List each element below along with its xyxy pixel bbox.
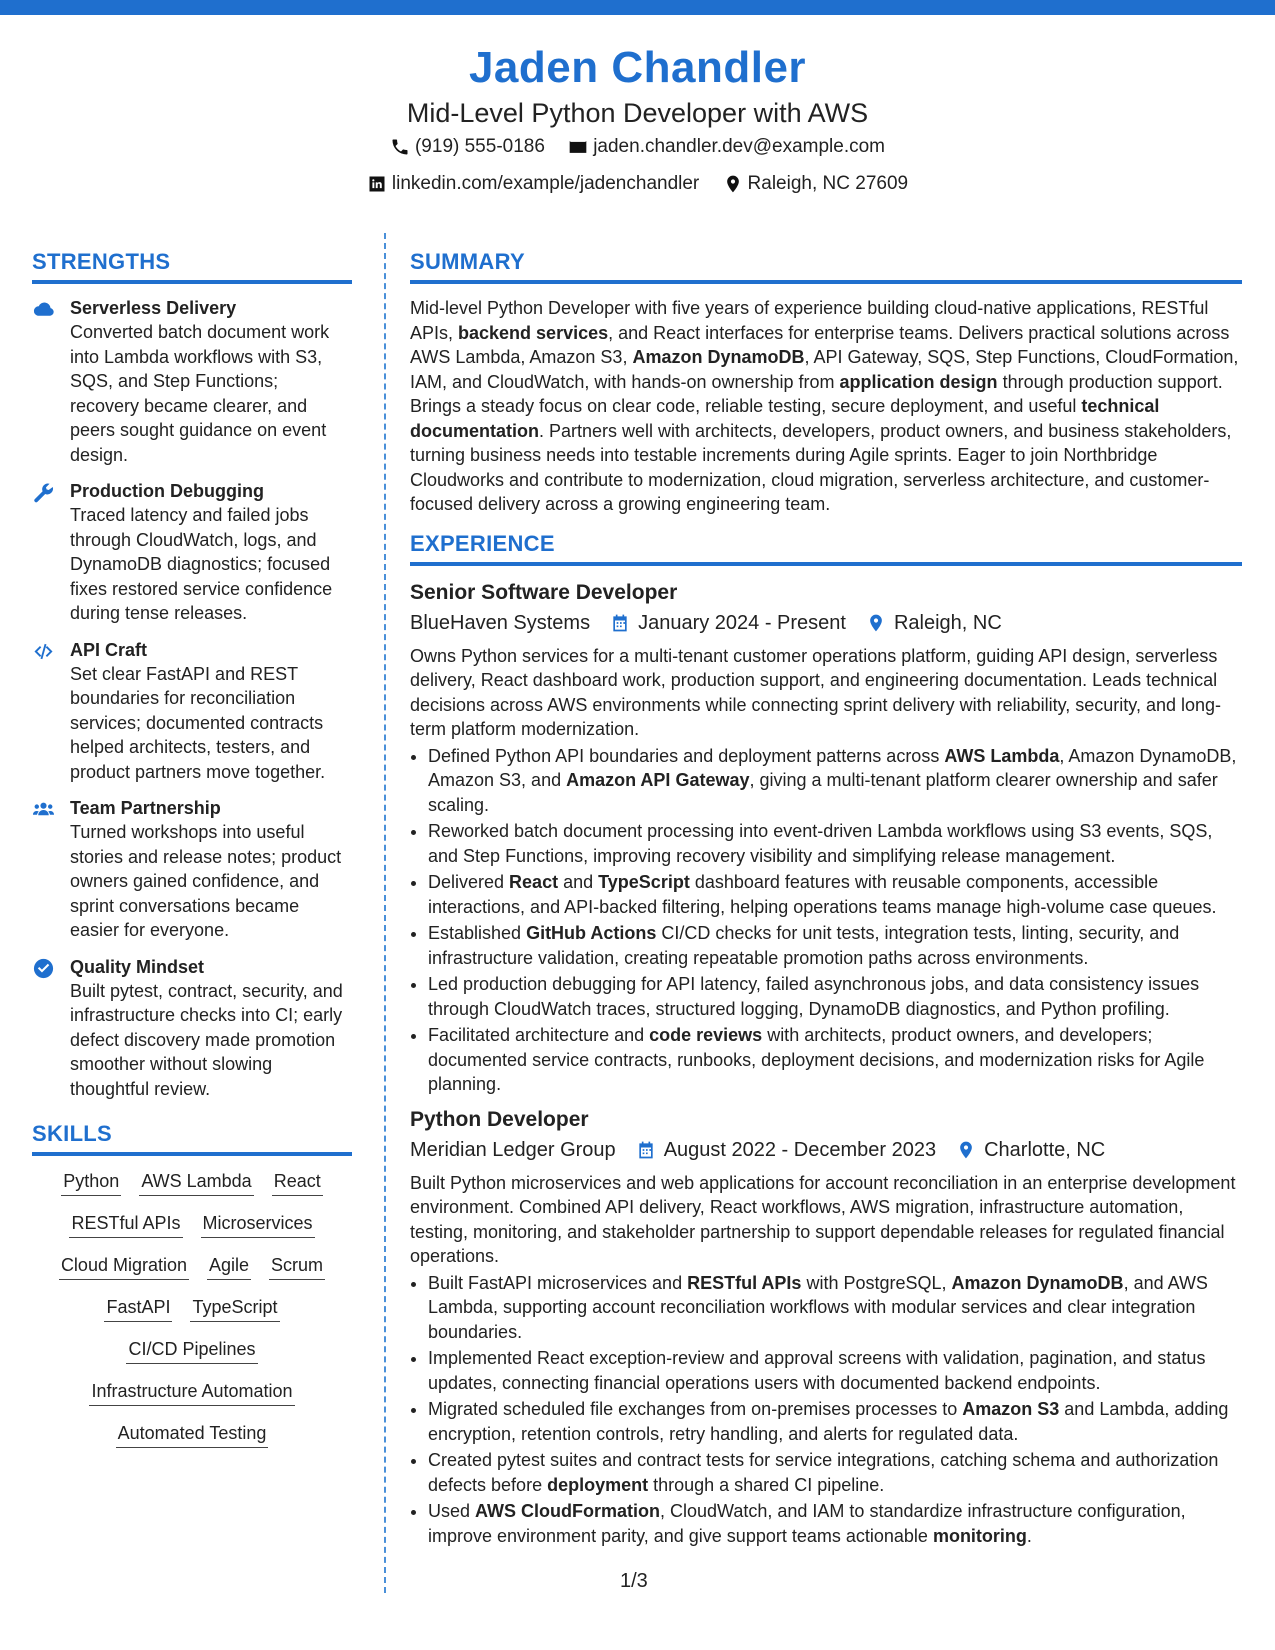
text-run: Defined Python API boundaries and deployment patterns across [428, 745, 945, 766]
skill-row [32, 1294, 352, 1322]
text-run: Built FastAPI microservices and [428, 1272, 688, 1293]
code-icon [32, 640, 55, 663]
strength-desc: Traced latency and failed jobs through CloudWatch, logs, and DynamoDB diagnostics; focused fixes restored service confidence during tense releases. [70, 505, 333, 623]
bold-text: technical documentation [410, 396, 1160, 441]
bold-text: React [509, 872, 559, 892]
skill-row [32, 1378, 352, 1406]
skill-tag: FastAPI [104, 1294, 172, 1322]
skill-tag: CI/CD Pipelines [126, 1336, 257, 1364]
skill-row [32, 1420, 352, 1448]
skill-tag: Microservices [201, 1210, 315, 1238]
bold-text: Amazon DynamoDB [951, 1272, 1124, 1293]
page-number: 1/3 [620, 1570, 648, 1592]
left-column [32, 247, 352, 1462]
text-run: Led production debugging for API latency, failed asynchronous jobs, and data consistency issues through CloudWatch traces, structured logging, DynamoDB diagnostics, and Python profiling. [428, 974, 1200, 1019]
bullet-item [428, 1397, 1242, 1446]
text-run: dashboard features with reusable components, accessible interactions, and API-backed filtering, helping operations teams manage high-volume case queues. [428, 872, 1217, 917]
text-run: , and React interfaces for enterprise teams. Delivers practical solutions across AWS Lambda, Amazon S3, [410, 322, 1230, 367]
bold-text: Amazon API Gateway [566, 770, 750, 790]
bold-text: AWS CloudFormation [475, 1501, 661, 1521]
candidate-name: Jaden Chandler [468, 43, 807, 92]
strength-desc: Built pytest, contract, security, and infrastructure checks into CI; early defect discovery made promotion smoother without slowing thoughtful review. [70, 980, 343, 1099]
skill-tag: AWS Lambda [139, 1168, 253, 1196]
job-dates [636, 1135, 936, 1165]
text-run: , CloudWatch, and IAM to standardize infrastructure configuration, improve environment parity, and give support teams actionable [428, 1501, 1186, 1546]
job-entry [410, 578, 1242, 1097]
location-text: Charlotte, NC [984, 1138, 1106, 1161]
skill-tag: RESTful APIs [69, 1210, 182, 1238]
bold-text: RESTful APIs [687, 1272, 802, 1293]
skill-tag: Scrum [269, 1252, 325, 1280]
experience-list [410, 578, 1242, 1549]
location-contact [723, 169, 909, 199]
text-run: Reworked batch document processing into event-driven Lambda workflows using S3 events, SQS, and Step Functions, improving recovery visibility and simplifying release management. [428, 821, 1213, 866]
text-run: Implemented React exception-review and approval screens with validation, pagination, and status updates, connecting financial operations users with documented backend endpoints. [428, 1348, 1206, 1393]
bold-text: code reviews [649, 1025, 763, 1045]
job-title: Senior Software Developer [410, 580, 678, 604]
job-meta [410, 608, 1242, 638]
strength-item [32, 955, 352, 1102]
email-text: jaden.chandler.dev@example.com [593, 136, 885, 157]
strength-item [32, 296, 352, 467]
text-run: . Partners well with architects, developers, product owners, and business stakeholders, turning business needs into testable increments during Agile sprints. Eager to join Northbridge Cloudworks and contribute to modernization, cloud migration, serverless architecture, and customer-focused delivery across a growing engineering team. [410, 420, 1232, 514]
text-run: , Amazon DynamoDB, Amazon S3, and [428, 745, 1237, 790]
map-pin-icon [866, 613, 886, 633]
bold-text: AWS Lambda [944, 745, 1060, 766]
text-run: Created pytest suites and contract tests for service integrations, catching schema and authorization defects before [428, 1450, 1219, 1495]
location-text: Raleigh, NC [893, 611, 1002, 634]
strength-title: API Craft [70, 639, 148, 660]
calendar-icon [610, 613, 630, 633]
dates-text: August 2022 - December 2023 [663, 1138, 937, 1161]
text-run: , API Gateway, SQS, Step Functions, CloudFormation, IAM, and CloudWatch, with hands-on ownership from [410, 347, 1239, 392]
text-run: through a shared CI pipeline. [648, 1474, 885, 1495]
text-run: with PostgreSQL, [801, 1272, 952, 1293]
bullet-item [428, 819, 1242, 868]
skill-row [32, 1168, 352, 1196]
bold-text: TypeScript [598, 872, 690, 892]
bold-text: Amazon DynamoDB [632, 347, 805, 367]
text-run: Established [428, 923, 527, 943]
text-run: and [558, 872, 599, 892]
top-accent-bar [0, 0, 1275, 15]
strength-title: Production Debugging [70, 481, 264, 501]
text-run: Facilitated architecture and [428, 1025, 650, 1045]
linkedin-icon [367, 174, 387, 194]
wrench-icon [32, 481, 55, 504]
phone-icon [390, 137, 410, 157]
candidate-title: Mid-Level Python Developer with AWS [406, 98, 869, 128]
bullet-item [428, 870, 1242, 919]
text-run: Mid-level Python Developer with five years of experience building cloud-native applications, RESTful APIs, [410, 298, 1209, 343]
skill-row [32, 1252, 352, 1280]
bullet-item [428, 972, 1242, 1021]
job-entry [410, 1105, 1242, 1549]
strength-title: Quality Mindset [70, 956, 205, 977]
strength-item [32, 638, 352, 785]
map-pin-icon [723, 174, 743, 194]
linkedin-text: linkedin.com/example/jadenchandler [391, 173, 700, 194]
check-circle-icon [32, 957, 55, 980]
bold-text: application design [839, 371, 998, 392]
map-pin-icon [956, 1140, 976, 1160]
job-bullets [410, 744, 1242, 1097]
phone-text: (919) 555-0186 [414, 136, 545, 157]
contact-row-2 [0, 169, 1275, 204]
strengths-heading: STRENGTHS [32, 247, 352, 284]
job-dates [610, 608, 846, 638]
strength-title: Serverless Delivery [70, 298, 237, 318]
strength-item [32, 796, 352, 943]
text-run: , and AWS Lambda, supporting account reconciliation workflows with modular services and clear integration boundaries. [428, 1272, 1208, 1342]
bullet-item [428, 744, 1242, 818]
skill-tag: TypeScript [190, 1294, 279, 1322]
bold-text: Amazon S3 [962, 1399, 1060, 1419]
job-title: Python Developer [410, 1107, 589, 1131]
cloud-icon [32, 298, 55, 321]
linkedin-contact[interactable] [367, 169, 699, 199]
text-run: Migrated scheduled file exchanges from on-premises processes to [428, 1399, 963, 1419]
skill-tag: Infrastructure Automation [89, 1378, 294, 1406]
skills-list [32, 1168, 352, 1448]
bold-text: backend services [458, 322, 609, 343]
column-divider [384, 233, 386, 1593]
bullet-item [428, 1023, 1242, 1097]
summary-paragraph [410, 296, 1242, 517]
users-icon [32, 798, 55, 821]
strength-desc: Converted batch document work into Lambda workflows with S3, SQS, and Step Functions; recovery became clearer, and peers sought guidance on event design. [70, 322, 330, 465]
strength-desc: Turned workshops into useful stories and release notes; product owners gained confidence, and sprint conversations became easier for everyone. [70, 822, 342, 940]
skill-row [32, 1336, 352, 1364]
skill-tag: React [272, 1168, 323, 1196]
job-meta [410, 1135, 1242, 1165]
location-text: Raleigh, NC 27609 [747, 173, 909, 194]
dates-text: January 2024 - Present [638, 611, 846, 634]
resume-header [0, 38, 1275, 204]
text-run: through production support. Brings a steady focus on clear code, reliable testing, secure deployment, and useful [410, 371, 1223, 416]
contact-row-1 [0, 132, 1275, 167]
right-column [410, 247, 1242, 1556]
strength-desc: Set clear FastAPI and REST boundaries for reconciliation services; documented contracts helped architects, testers, and product partners move together. [70, 663, 326, 782]
text-run: Delivered [428, 872, 510, 892]
skill-tag: Agile [207, 1252, 251, 1280]
skill-tag: Cloud Migration [59, 1252, 189, 1280]
bullet-item [428, 1271, 1242, 1345]
bold-text: deployment [547, 1474, 649, 1495]
job-description: Owns Python services for a multi-tenant customer operations platform, guiding API design, serverless delivery, React dashboard work, production support, and engineering documentation. Leads technical decisions across AWS environments while connecting sprint delivery with reliability, security, and long-term platform modernization. [410, 645, 1222, 739]
summary-heading: SUMMARY [410, 247, 1242, 284]
text-run: . [1026, 1525, 1032, 1546]
calendar-icon [636, 1140, 656, 1160]
text-run: and Lambda, adding encryption, retention controls, retry handling, and alerts for regulated data. [428, 1399, 1229, 1444]
skills-heading: SKILLS [32, 1119, 352, 1156]
skill-row [32, 1210, 352, 1238]
skill-tag: Automated Testing [116, 1420, 269, 1448]
text-run: , giving a multi-tenant platform clearer ownership and safer scaling. [428, 770, 1218, 815]
company-name: Meridian Ledger Group [410, 1138, 616, 1161]
text-run: with architects, product owners, and developers; documented service contracts, runbooks, deployment decisions, and modernization risks for Agile planning. [428, 1025, 1205, 1094]
experience-heading: EXPERIENCE [410, 529, 1242, 566]
job-location [866, 608, 1002, 638]
bullet-item [428, 1499, 1242, 1548]
skill-tag: Python [61, 1168, 121, 1196]
text-run: Used [428, 1501, 476, 1521]
text-run: CI/CD checks for unit tests, integration tests, linting, security, and infrastructure validation, creating repeatable promotion paths across environments. [428, 923, 1180, 968]
strength-item [32, 479, 352, 626]
strength-title: Team Partnership [70, 798, 221, 818]
job-bullets [410, 1271, 1242, 1549]
job-description: Built Python microservices and web applications for account reconciliation in an enterprise development environment. Combined API delivery, React workflows, AWS migration, infrastructure automation, testing, monitoring, and stakeholder partnership to support dependable releases for regulated financial operations. [410, 1172, 1236, 1266]
email-contact[interactable] [568, 132, 885, 162]
phone-contact [390, 132, 545, 162]
company-name: BlueHaven Systems [410, 611, 591, 634]
bullet-item [428, 1346, 1242, 1395]
bold-text: monitoring [932, 1525, 1027, 1546]
bold-text: GitHub Actions [526, 923, 657, 943]
bullet-item [428, 921, 1242, 970]
bullet-item [428, 1448, 1242, 1497]
envelope-icon [568, 137, 588, 157]
job-location [956, 1135, 1105, 1165]
